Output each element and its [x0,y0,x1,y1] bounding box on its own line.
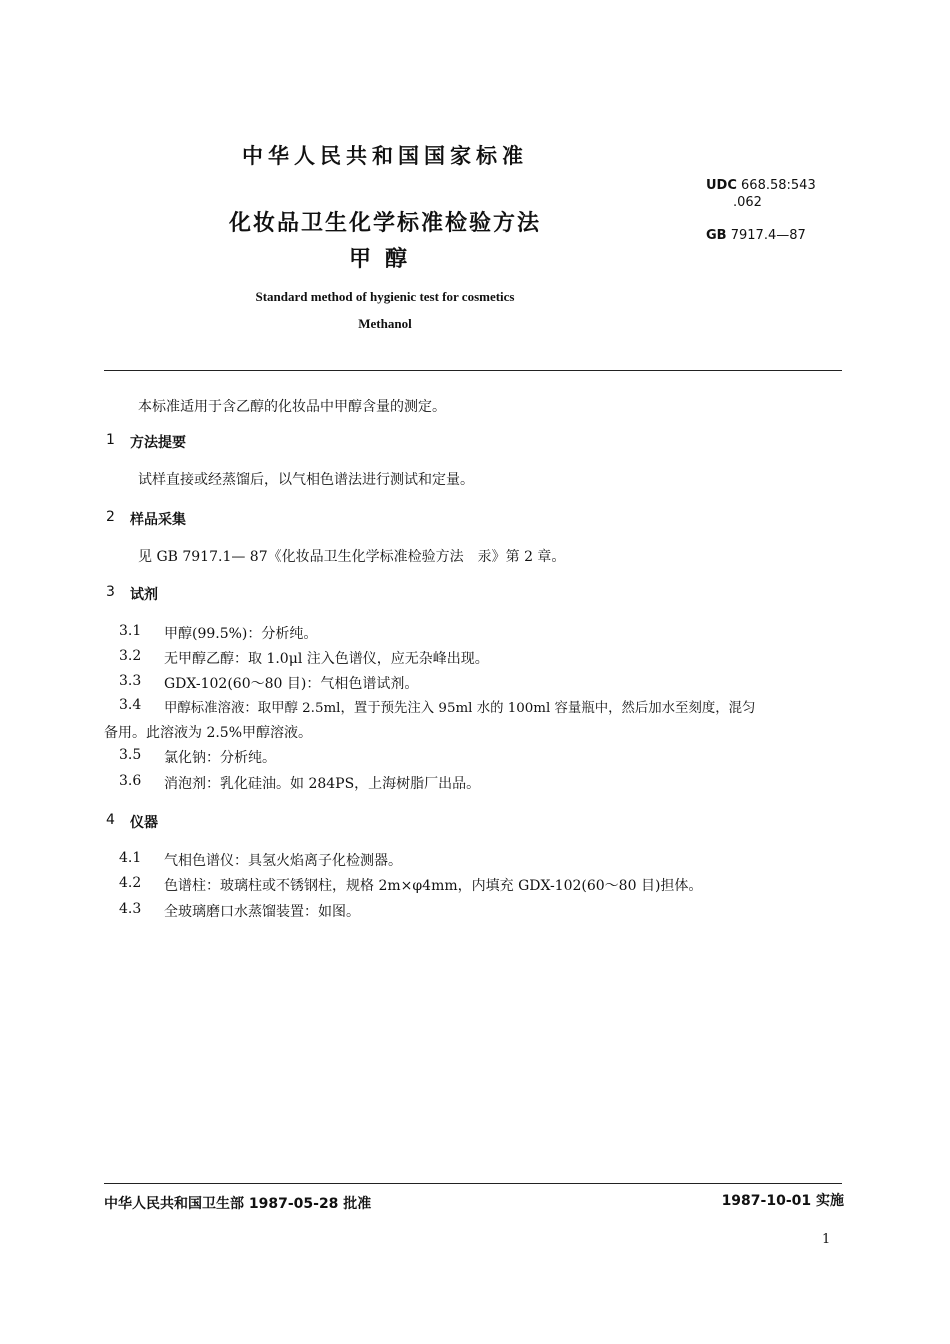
footer-divider [104,1183,842,1184]
item-4-3-number: 4.3 [119,901,142,917]
intro-paragraph: 本标准适用于含乙醇的化妆品中甲醇含量的测定。 [138,399,446,415]
udc-label: UDC [706,178,737,193]
english-subtitle: Methanol [358,316,412,331]
approval-note: 中华人民共和国卫生部 1987-05-28 批准 [104,1196,372,1212]
english-title: Standard method of hygienic test for cosmetics [255,289,515,304]
item-4-2-number: 4.2 [119,875,142,891]
section-1-number: 1 [106,432,115,448]
item-3-1-number: 3.1 [119,623,142,639]
section-3-title: 试剂 [130,587,158,603]
section-4-title: 仪器 [130,815,158,831]
page-number: 1 [822,1232,831,1247]
header-divider [104,370,842,371]
item-4-1-number: 4.1 [119,850,142,866]
section-2-title: 样品采集 [130,512,186,528]
item-3-3-number: 3.3 [119,673,142,689]
section-2-number: 2 [106,509,115,525]
item-4-1-text: 气相色谱仪：具氢火焰离子化检测器。 [164,853,402,869]
gb-number: 7917.4—87 [730,228,806,243]
section-2-text: 见 GB 7917.1— 87《化妆品卫生化学标准检验方法 汞》第 2 章。 [138,549,566,565]
item-3-3-text: GDX-102(60～80 目)：气相色谱试剂。 [164,676,419,692]
item-4-3-text: 全玻璃磨口水蒸馏装置：如图。 [164,904,360,920]
item-3-2-number: 3.2 [119,648,142,664]
udc-line1: 668.58:543 [741,178,816,193]
implementation-date: 1987-10-01 实施 [721,1193,844,1209]
item-3-4-continuation: 备用。此溶液为 2.5%甲醇溶液。 [104,725,313,741]
gb-label: GB [706,228,727,243]
national-standard-heading: 中华人民共和国国家标准 [242,144,528,168]
item-3-2-text: 无甲醇乙醇：取 1.0μl 注入色谱仪，应无杂峰出现。 [164,651,489,667]
item-3-5-text: 氯化钠：分析纯。 [164,750,276,766]
udc-line2: .062 [733,195,762,210]
item-3-5-number: 3.5 [119,747,142,763]
item-4-2-text: 色谱柱：玻璃柱或不锈钢柱，规格 2m×φ4mm，内填充 GDX-102(60～80 目)担体。 [164,878,703,894]
section-1-title: 方法提要 [130,435,186,451]
document-subtitle: 甲醇 [348,247,421,272]
item-3-4-text: 甲醇标准溶液：取甲醇 2.5ml，置于预先注入 95ml 水的 100ml 容量瓶中，然后加水至刻度，混匀 [164,701,756,716]
section-4-number: 4 [106,812,115,828]
item-3-4-number: 3.4 [119,697,142,713]
item-3-1-text: 甲醇(99.5%)：分析纯。 [164,626,318,642]
item-3-6-number: 3.6 [119,773,142,789]
item-3-6-text: 消泡剂：乳化硅油。如 284PS，上海树脂厂出品。 [164,776,481,792]
section-3-number: 3 [106,584,115,600]
document-title: 化妆品卫生化学标准检验方法 [228,211,541,236]
section-1-text: 试样直接或经蒸馏后，以气相色谱法进行测试和定量。 [138,472,474,488]
